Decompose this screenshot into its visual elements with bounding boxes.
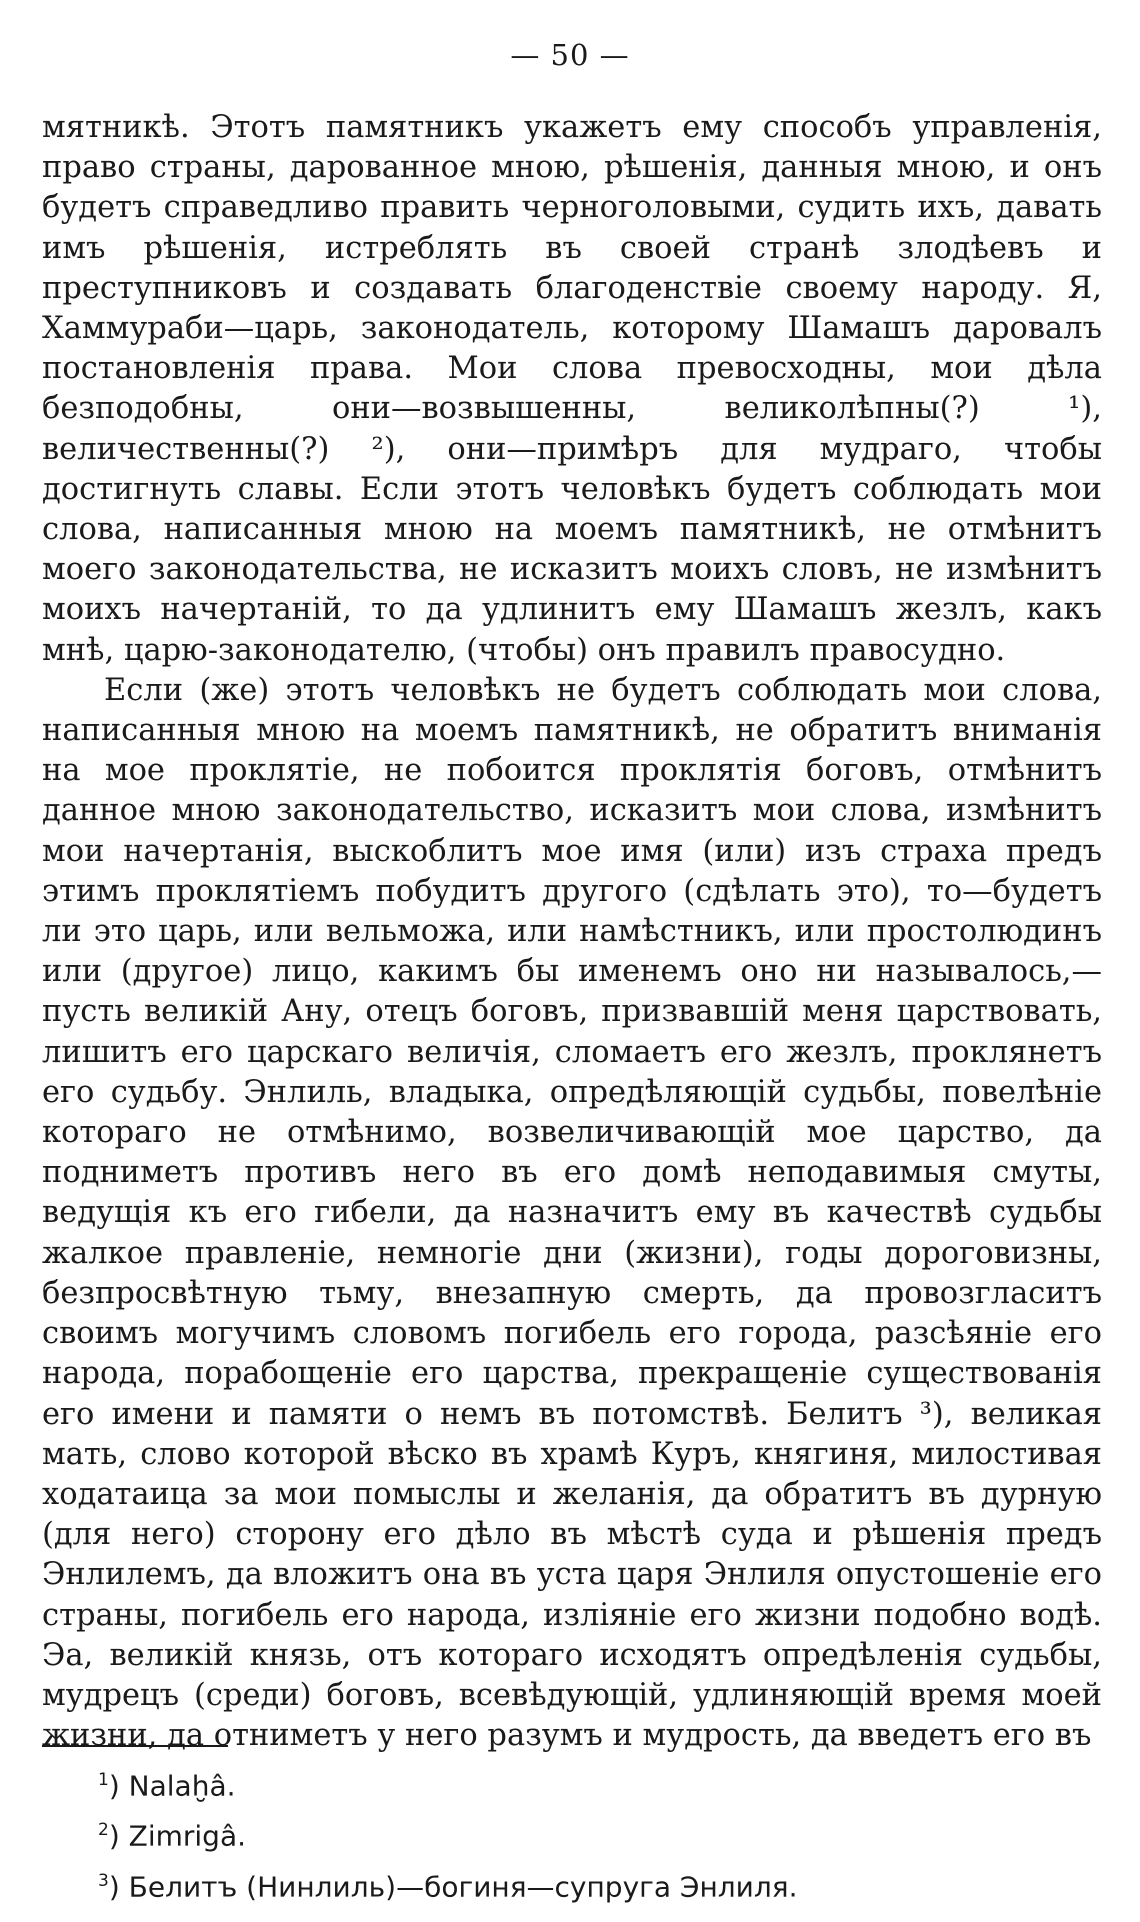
footnote-text: Белитъ (Нинлиль)—богиня—супруга Энлиля. — [128, 1869, 798, 1903]
footnote-marker: 1 — [98, 1770, 109, 1790]
footnote-divider — [42, 1745, 228, 1747]
footnote-marker: 2 — [98, 1820, 109, 1841]
footnote-text: Nalaḫâ. — [128, 1769, 236, 1803]
page-number: — 50 — — [510, 38, 630, 72]
footnotes — [98, 1758, 1098, 1909]
paragraph-1: мятникѣ. Этотъ памятникъ укажетъ ему способъ управленія, право страны, дарованное мною, рѣшенія, данныя мною, и онъ будетъ справедливо править черноголовыми, судить ихъ, давать имъ рѣшенія, истреблять въ своей странѣ злодѣевъ и преступниковъ и создавать благоденствіе своему народу. Я, Хаммураби—царь, законодатель, которому Шамашъ даровалъ постановленія права. Мои слова превосходны, мои дѣла безподобны, они—возвышенны, великолѣпны(?) ¹), величественны(?) ²), они—примѣръ для мудраго, чтобы достигнуть славы. Если этотъ человѣкъ будетъ соблюдать мои слова, написанныя мною на моемъ памятникѣ, не отмѣнитъ моего законодательства, не исказитъ моихъ словъ, не измѣнитъ моихъ начертаній, то да удлинитъ ему Шамашъ жезлъ, какъ мнѣ, царю-законодателю, (чтобы) онъ правилъ правосудно. — [42, 110, 1102, 668]
main-text — [42, 108, 1102, 1756]
footnote-bracket: ) — [108, 1769, 129, 1803]
paragraph-2: Если (же) этотъ человѣкъ не будетъ соблюдать мои слова, написанныя мною на моемъ памятникѣ, не обратитъ вниманія на мое проклятіе, не побоится проклятія боговъ, отмѣнитъ данное мною законодательство, исказитъ мои слова, измѣнитъ мои начертанія, выскоблитъ мое имя (или) изъ страха предъ этимъ проклятіемъ побудитъ другого (сдѣлать это), то—будетъ ли это царь, или вельможа, или намѣстникъ, или простолюдинъ или (другое) лицо, какимъ бы именемъ оно ни называлось,—пусть великій Ану, отецъ боговъ, призвавшій меня царствовать, лишитъ его царскаго величія, сломаетъ его жезлъ, проклянетъ его судьбу. Энлиль, владыка, опредѣляющій судьбы, повелѣніе котораго не отмѣнимо, возвеличивающій мое царство, да подниметъ противъ него въ его домѣ неподавимыя смуты, ведущія къ его гибели, да назначитъ ему въ качествѣ судьбы жалкое правленіе, немногіе дни (жизни), годы дороговизны, безпросвѣтную тьму, внезапную смерть, да провозгласитъ своимъ могучимъ словомъ погибель его города, разсѣяніе его народа, порабощеніе его царства, прекращеніе существованія его имени и памяти о немъ въ потомствѣ. Белитъ ³), великая мать, слово которой вѣско въ храмѣ Куръ, княгиня, милостивая ходатаица за мои помыслы и желанія, да обратитъ въ дурную (для него) сторону его дѣло въ мѣстѣ суда и рѣшенія предъ Энлилемъ, да вложитъ она въ уста царя Энлиля опустошеніе его страны, погибель его народа, изліяніе его жизни подобно водѣ. Эа, великій князь, отъ котораго исходятъ опредѣленія судьбы, мудрецъ (среди) боговъ, всевѣдующій, удлиняющій время моей жизни, да отниметъ у него разумъ и мудрость, да введетъ его въ — [42, 672, 1102, 1754]
footnote-2 — [98, 1808, 1098, 1858]
footnote-3 — [98, 1859, 1098, 1909]
footnote-text: Zimrigâ. — [128, 1819, 247, 1853]
footnote-bracket: ) — [108, 1869, 129, 1903]
footnote-1 — [98, 1758, 1098, 1808]
footnote-marker: 3 — [98, 1870, 109, 1891]
footnote-bracket: ) — [108, 1819, 129, 1853]
